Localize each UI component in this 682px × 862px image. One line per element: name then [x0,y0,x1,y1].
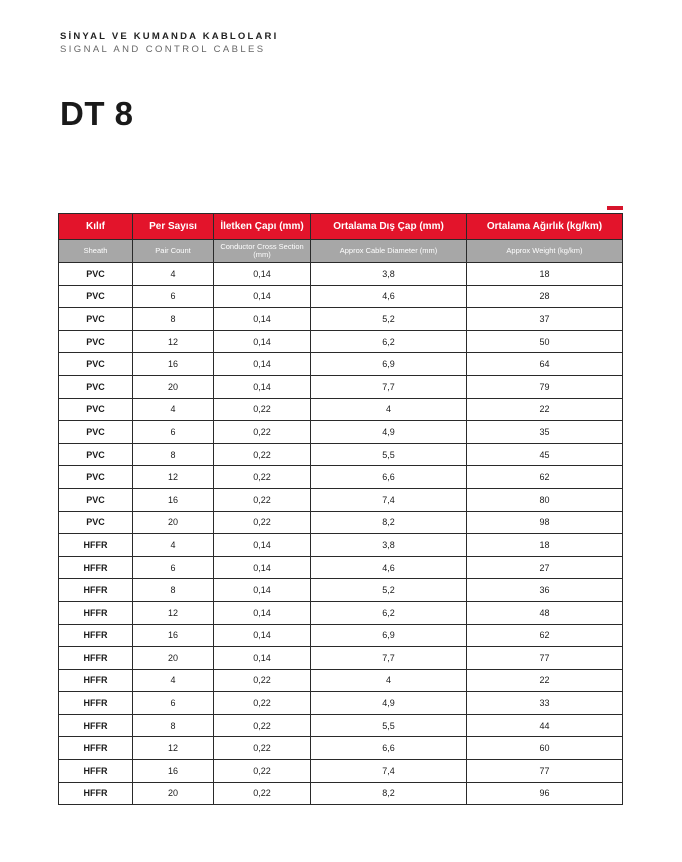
diameter-cell: 4 [311,398,467,421]
weight-cell: 64 [467,353,623,376]
sheath-cell: PVC [59,443,133,466]
section-title-english: SIGNAL AND CONTROL CABLES [60,44,266,55]
conductor-cell: 0,14 [214,263,311,286]
sheath-cell: PVC [59,511,133,534]
table-row [59,579,623,602]
conductor-cell: 0,14 [214,579,311,602]
sheath-cell: HFFR [59,669,133,692]
conductor-cell: 0,22 [214,714,311,737]
diameter-cell: 6,2 [311,330,467,353]
conductor-cell: 0,14 [214,624,311,647]
weight-cell: 98 [467,511,623,534]
weight-cell: 18 [467,263,623,286]
weight-cell: 77 [467,647,623,670]
weight-cell: 50 [467,330,623,353]
table-row [59,692,623,715]
diameter-cell: 7,7 [311,375,467,398]
sheath-cell: HFFR [59,556,133,579]
header-row-turkish [59,214,623,240]
conductor-cell: 0,14 [214,534,311,557]
sheath-cell: PVC [59,285,133,308]
header-sheath-en: Sheath [59,240,133,263]
header-pair-count-en: Pair Count [133,240,214,263]
pair-count-cell: 12 [133,737,214,760]
weight-cell: 36 [467,579,623,602]
diameter-cell: 5,5 [311,714,467,737]
conductor-cell: 0,22 [214,488,311,511]
sheath-cell: HFFR [59,624,133,647]
table-row [59,556,623,579]
diameter-cell: 6,2 [311,601,467,624]
table-row [59,511,623,534]
header-sheath-tr: Kılıf [59,214,133,240]
conductor-cell: 0,22 [214,760,311,783]
table-row [59,534,623,557]
sheath-cell: PVC [59,398,133,421]
weight-cell: 33 [467,692,623,715]
table-row [59,398,623,421]
weight-cell: 60 [467,737,623,760]
table-row [59,466,623,489]
sheath-cell: HFFR [59,692,133,715]
table-row [59,443,623,466]
sheath-cell: PVC [59,330,133,353]
sheath-cell: PVC [59,488,133,511]
table-row [59,624,623,647]
pair-count-cell: 20 [133,511,214,534]
diameter-cell: 5,2 [311,579,467,602]
weight-cell: 27 [467,556,623,579]
header-row-english [59,240,623,263]
table-row [59,263,623,286]
weight-cell: 28 [467,285,623,308]
diameter-cell: 4,6 [311,285,467,308]
conductor-cell: 0,22 [214,669,311,692]
header-conductor-en: Conductor Cross Section (mm) [214,240,311,263]
diameter-cell: 6,9 [311,624,467,647]
accent-bar [607,206,623,210]
weight-cell: 77 [467,760,623,783]
header-weight-tr: Ortalama Ağırlık (kg/km) [467,214,623,240]
pair-count-cell: 4 [133,534,214,557]
sheath-cell: PVC [59,263,133,286]
conductor-cell: 0,14 [214,601,311,624]
diameter-cell: 4,6 [311,556,467,579]
conductor-cell: 0,14 [214,556,311,579]
diameter-cell: 6,9 [311,353,467,376]
weight-cell: 18 [467,534,623,557]
pair-count-cell: 16 [133,624,214,647]
conductor-cell: 0,22 [214,511,311,534]
pair-count-cell: 6 [133,692,214,715]
table-row [59,669,623,692]
pair-count-cell: 20 [133,782,214,805]
conductor-cell: 0,22 [214,692,311,715]
table-row [59,421,623,444]
conductor-cell: 0,22 [214,443,311,466]
weight-cell: 96 [467,782,623,805]
conductor-cell: 0,14 [214,353,311,376]
sheath-cell: PVC [59,421,133,444]
weight-cell: 35 [467,421,623,444]
table-row [59,647,623,670]
weight-cell: 62 [467,466,623,489]
table-row [59,308,623,331]
conductor-cell: 0,22 [214,421,311,444]
pair-count-cell: 6 [133,556,214,579]
section-header [60,30,278,56]
conductor-cell: 0,14 [214,647,311,670]
pair-count-cell: 8 [133,443,214,466]
pair-count-cell: 20 [133,375,214,398]
pair-count-cell: 12 [133,330,214,353]
sheath-cell: PVC [59,375,133,398]
section-title-turkish: SİNYAL VE KUMANDA KABLOLARI [60,31,279,42]
weight-cell: 45 [467,443,623,466]
header-diameter-en: Approx Cable Diameter (mm) [311,240,467,263]
sheath-cell: PVC [59,466,133,489]
table-row [59,714,623,737]
conductor-cell: 0,22 [214,782,311,805]
pair-count-cell: 8 [133,714,214,737]
diameter-cell: 7,4 [311,488,467,511]
sheath-cell: HFFR [59,782,133,805]
sheath-cell: PVC [59,353,133,376]
conductor-cell: 0,14 [214,375,311,398]
diameter-cell: 8,2 [311,511,467,534]
weight-cell: 22 [467,398,623,421]
pair-count-cell: 6 [133,285,214,308]
pair-count-cell: 6 [133,421,214,444]
sheath-cell: HFFR [59,647,133,670]
weight-cell: 37 [467,308,623,331]
diameter-cell: 3,8 [311,263,467,286]
diameter-cell: 8,2 [311,782,467,805]
sheath-cell: HFFR [59,760,133,783]
pair-count-cell: 16 [133,488,214,511]
table-row [59,375,623,398]
sheath-cell: HFFR [59,579,133,602]
conductor-cell: 0,14 [214,285,311,308]
sheath-cell: HFFR [59,601,133,624]
pair-count-cell: 4 [133,398,214,421]
table-body [59,263,623,805]
header-pair-count-tr: Per Sayısı [133,214,214,240]
table-row [59,285,623,308]
conductor-cell: 0,22 [214,398,311,421]
pair-count-cell: 8 [133,579,214,602]
table-row [59,488,623,511]
weight-cell: 48 [467,601,623,624]
pair-count-cell: 4 [133,669,214,692]
weight-cell: 80 [467,488,623,511]
table-row [59,760,623,783]
table-row [59,737,623,760]
diameter-cell: 5,5 [311,443,467,466]
conductor-cell: 0,22 [214,737,311,760]
cable-specs-table [58,213,623,805]
conductor-cell: 0,14 [214,308,311,331]
diameter-cell: 7,4 [311,760,467,783]
sheath-cell: PVC [59,308,133,331]
sheath-cell: HFFR [59,534,133,557]
pair-count-cell: 8 [133,308,214,331]
sheath-cell: HFFR [59,737,133,760]
sheath-cell: HFFR [59,714,133,737]
diameter-cell: 3,8 [311,534,467,557]
table-row [59,782,623,805]
weight-cell: 79 [467,375,623,398]
pair-count-cell: 16 [133,353,214,376]
conductor-cell: 0,22 [214,466,311,489]
table-row [59,601,623,624]
weight-cell: 22 [467,669,623,692]
pair-count-cell: 20 [133,647,214,670]
header-conductor-tr: İletken Çapı (mm) [214,214,311,240]
conductor-cell: 0,14 [214,330,311,353]
table-row [59,330,623,353]
table-row [59,353,623,376]
diameter-cell: 6,6 [311,737,467,760]
pair-count-cell: 12 [133,601,214,624]
diameter-cell: 4,9 [311,692,467,715]
diameter-cell: 4 [311,669,467,692]
header-diameter-tr: Ortalama Dış Çap (mm) [311,214,467,240]
weight-cell: 44 [467,714,623,737]
weight-cell: 62 [467,624,623,647]
diameter-cell: 4,9 [311,421,467,444]
pair-count-cell: 4 [133,263,214,286]
product-title: DT 8 [60,95,134,132]
pair-count-cell: 16 [133,760,214,783]
diameter-cell: 6,6 [311,466,467,489]
pair-count-cell: 12 [133,466,214,489]
header-weight-en: Approx Weight (kg/km) [467,240,623,263]
diameter-cell: 7,7 [311,647,467,670]
diameter-cell: 5,2 [311,308,467,331]
